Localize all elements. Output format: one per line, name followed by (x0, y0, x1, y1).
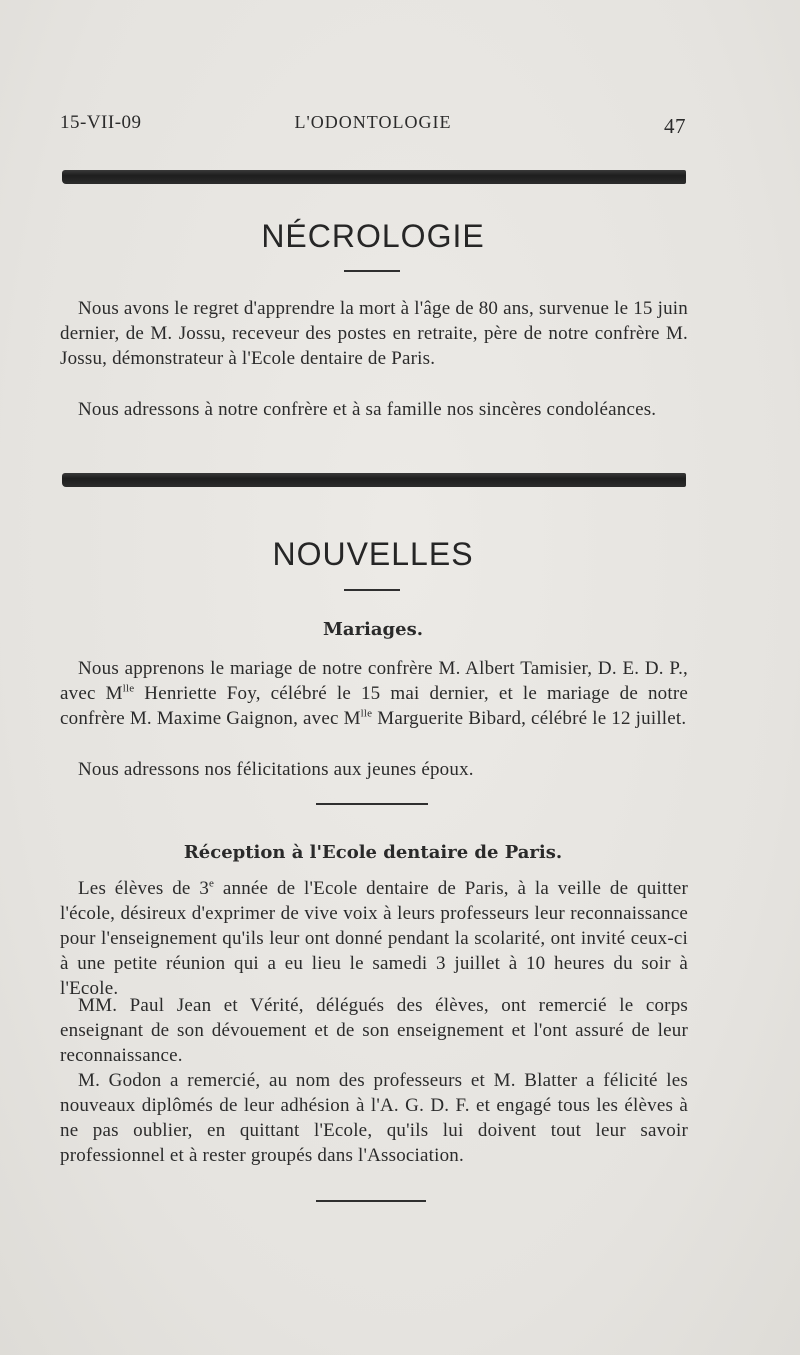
section-divider-top (62, 170, 686, 184)
reception-paragraph-2: MM. Paul Jean et Vérité, délégués des élèves, ont remercié le corps enseignant de son dévouement et de son enseignement et l'ont assuré de leur reconnaissance. (60, 995, 688, 1066)
title-underline (344, 270, 400, 272)
necrologie-paragraph-2: Nous adressons à notre confrère et à sa famille nos sincères condoléances. (78, 399, 657, 420)
mariages-paragraph-1: Nous apprenons le mariage de notre confrère M. Albert Tamisier, D. E. D. P., avec $M^{lle}$ Henriette Foy, célébré le 15 mai dernier, et le mariage de notre confrère M. Maxime Gaignon, avec $M^{lle}$ Marguerite Bibard, célébré le 12 juillet. (60, 658, 688, 729)
issue-date: 15-VII-09 (60, 112, 142, 133)
running-head (60, 112, 686, 142)
title-underline (344, 589, 400, 591)
reception-paragraph-3: M. Godon a remercié, au nom des professeurs et M. Blatter a félicité les nouveaux diplômés de leur adhésion à l'A. G. D. F. et engagé tous les élèves à ne pas oublier, en quittant l'Ecole, qu'ils lui doivent tout leur savoir professionnel et à rester groupés dans l'Association. (60, 1070, 688, 1166)
reception-heading: Réception à l'Ecole dentaire de Paris. (183, 842, 563, 863)
mariages-paragraph-2: Nous adressons nos félicitations aux jeunes époux. (78, 759, 474, 780)
closing-rule (316, 1200, 426, 1202)
necrologie-paragraph-1: Nous avons le regret d'apprendre la mort à l'âge de 80 ans, survenue le 15 juin dernier, de M. Jossu, receveur des postes en retraite, père de notre confrère M. Jossu, démonstrateur à l'Ecole dentaire de Paris. (60, 298, 688, 369)
necrologie-title: NÉCROLOGIE (261, 218, 485, 254)
journal-title: L'ODONTOLOGIE (294, 112, 452, 132)
nouvelles-title: NOUVELLES (272, 536, 474, 572)
section-divider-middle (62, 473, 686, 487)
separator-rule (316, 803, 428, 805)
page-number: 47 (664, 114, 686, 138)
reception-paragraph-1: Les élèves de 3e année de l'Ecole dentaire de Paris, à la veille de quitter l'école, désireux d'exprimer de vive voix à leurs professeurs leur reconnaissance pour l'enseignement qu'ils leur ont donné pendant la scolarité, ont invité ceux-ci à une petite réunion qui a eu lieu le samedi 3 juillet à 10 heures du soir à l'Ecole. (60, 877, 689, 999)
mariages-heading: Mariages. (322, 619, 423, 640)
